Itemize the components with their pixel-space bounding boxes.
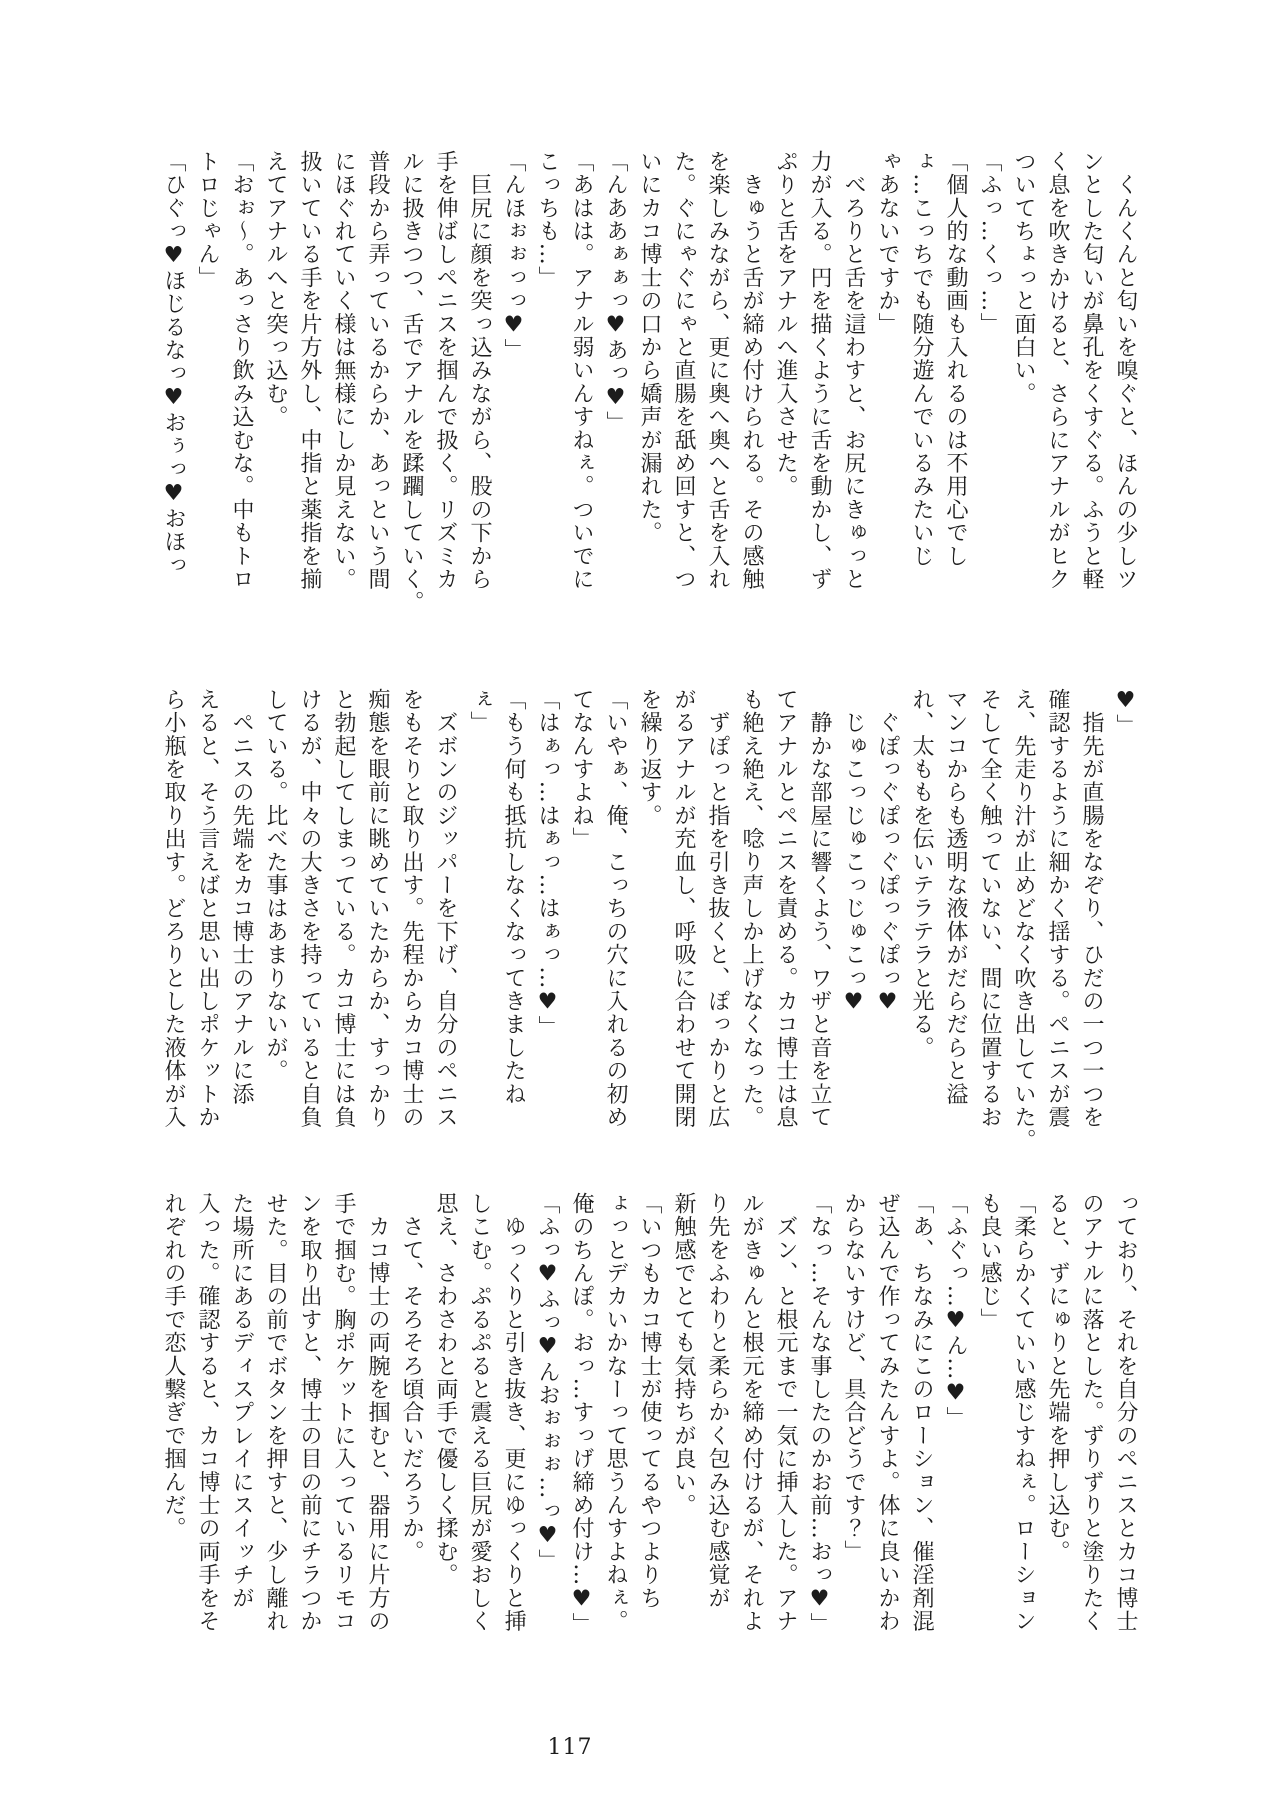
text-column: り先をふわりと柔らかく包み込む感覚が xyxy=(705,1192,730,1610)
text-column: 手で掴む。胸ポケットに入っているリモコ xyxy=(331,1192,356,1633)
text-column: 手を伸ばしペニスを掴んで扱く。リズミカ xyxy=(433,150,458,591)
text-column: 「ひぐっ♥ほじるなっ♥おぅっ♥おほっ xyxy=(161,150,186,577)
text-column: 「ふっ♥ふっ♥んおぉぉぉ…っ♥」 xyxy=(535,1192,560,1573)
text-column: さて、そろそろ頃合いだろうか。 xyxy=(399,1192,424,1564)
text-column: ズボンのジッパーを下げ、自分のペニス xyxy=(433,688,458,1129)
text-column: ると、ずにゅりと先端を押し込む。 xyxy=(1045,1192,1070,1564)
text-column: 「柔らかくていい感じすねぇ。ローション xyxy=(1011,1192,1036,1633)
text-column: けるが、中々の大きさを持っていると自負 xyxy=(297,688,322,1129)
text-column: 思え、さわさわと両手で優しく揉む。 xyxy=(433,1192,458,1587)
page-number: 117 xyxy=(547,1735,593,1760)
text-column: えてアナルへと突っ込む。 xyxy=(263,150,288,429)
text-column: をもそりと取り出す。先程からカコ博士の xyxy=(399,688,424,1129)
text-column: にほぐれていく様は無様にしか見えない。 xyxy=(331,150,356,591)
text-column: 指先が直腸をなぞり、ひだの一つ一つを xyxy=(1079,688,1104,1129)
text-column: 「おぉ〜。あっさり飲み込むな。中もトロ xyxy=(229,150,254,591)
text-column: ンを取り出すと、博士の目の前にチラつか xyxy=(297,1192,322,1633)
text-column: 確認するように細かく揺する。ペニスが震 xyxy=(1045,688,1070,1129)
text-column: 俺のちんぽ。おっ…すっげ締め付け…♥」 xyxy=(569,1192,594,1636)
text-column: こっちも…」 xyxy=(535,150,560,290)
text-column: くんくんと匂いを嗅ぐと、ほんの少しツ xyxy=(1113,150,1138,591)
text-column: せた。目の前でボタンを押すと、少し離れ xyxy=(263,1192,288,1633)
text-column: 巨尻に顔を突っ込みながら、股の下から xyxy=(467,150,492,591)
text-column: てアナルとペニスを責める。カコ博士は息 xyxy=(773,688,798,1129)
text-column: ぷりと舌をアナルへ進入させた。 xyxy=(773,150,798,498)
text-column: ぇ」 xyxy=(467,688,492,735)
text-column: がるアナルが充血し、呼吸に合わせて開閉 xyxy=(671,688,696,1129)
text-column: からないすけど、具合どうです？」 xyxy=(841,1192,866,1564)
text-column: 「んああぁぁっ♥あっ♥」 xyxy=(603,150,628,435)
text-column: ぐぽっぐぽっぐぽっぐぽっ♥ xyxy=(875,688,900,1016)
text-column: ペニスの先端をカコ博士のアナルに添 xyxy=(229,688,254,1106)
text-column: く息を吹きかけると、さらにアナルがヒク xyxy=(1045,150,1070,591)
text-column: 力が入る。円を描くように舌を動かし、ず xyxy=(807,150,832,591)
text-column: も良い感じ」 xyxy=(977,1192,1002,1332)
text-column: た場所にあるディスプレイにスイッチが xyxy=(229,1192,254,1610)
text-column: ぜ込んで作ってみたんすよ。体に良いかわ xyxy=(875,1192,900,1633)
text-column: 「あ、ちなみにこのローション、催淫剤混 xyxy=(909,1192,934,1633)
text-column: 入った。確認すると、カコ博士の両手をそ xyxy=(195,1192,220,1633)
text-column: じゅこっじゅこっじゅこっ♥ xyxy=(841,688,866,1016)
text-column: 「ふっ…くっ…」 xyxy=(977,150,1002,336)
text-column: ズン、と根元まで一気に挿入した。アナ xyxy=(773,1192,798,1633)
text-column: と勃起してしまっている。カコ博士には負 xyxy=(331,688,356,1129)
text-column: 静かな部屋に響くよう、ワザと音を立て xyxy=(807,688,832,1129)
text-column: ょっとデカいかなーって思うんすよねぇ。 xyxy=(603,1192,628,1633)
text-block-top xyxy=(156,150,1142,662)
text-column: きゅうと舌が締め付けられる。その感触 xyxy=(739,150,764,591)
text-column: 「もう何も抵抗しなくなってきましたね xyxy=(501,688,526,1106)
text-column: を繰り返す。 xyxy=(637,688,662,828)
text-column: ずぽっと指を引き抜くと、ぽっかりと広 xyxy=(705,688,730,1129)
text-column: トロじゃん」 xyxy=(195,150,220,290)
text-column: 「個人的な動画も入れるのは不用心でし xyxy=(943,150,968,568)
text-column: てなんすよね」 xyxy=(569,688,594,851)
text-column: している。比べた事はあまりないが。 xyxy=(263,688,288,1083)
text-column: 「なっ…そんな事したのかお前…おっ♥」 xyxy=(807,1192,832,1636)
text-column: ルがきゅんと根元を締め付けるが、それよ xyxy=(739,1192,764,1633)
text-column: 「あはは。アナル弱いんすねぇ。ついでに xyxy=(569,150,594,591)
text-column: しこむ。ぷるぷると震える巨尻が愛おしく xyxy=(467,1192,492,1633)
text-column: 「ふぐっ…♥ん…♥」 xyxy=(943,1192,968,1430)
text-column: え、先走り汁が止めどなく吹き出していた。 xyxy=(1011,688,1036,1152)
text-column: 「いやぁ、俺、こっちの穴に入れるの初め xyxy=(603,688,628,1129)
text-column: ょ…こっちでも随分遊んでいるみたいじ xyxy=(909,150,934,568)
text-column: マンコからも透明な液体がだらだらと溢 xyxy=(943,688,968,1106)
text-column: れぞれの手で恋人繋ぎで掴んだ。 xyxy=(161,1192,186,1540)
text-column: れ、太ももを伝いテラテラと光る。 xyxy=(909,688,934,1060)
text-column: た。ぐにゃぐにゃと直腸を舐め回すと、つ xyxy=(671,150,696,591)
text-column: カコ博士の両腕を掴むと、器用に片方の xyxy=(365,1192,390,1633)
text-column: 「んほぉぉっっ♥」 xyxy=(501,150,526,362)
text-column: ♥」 xyxy=(1113,688,1138,738)
text-column: 普段から弄っているからか、あっという間 xyxy=(365,150,390,591)
text-column: っており、それを自分のペニスとカコ博士 xyxy=(1113,1192,1138,1633)
text-column: ンとした匂いが鼻孔をくすぐる。ふうと軽 xyxy=(1079,150,1104,591)
text-block-bottom xyxy=(156,1192,1142,1704)
text-column: 痴態を眼前に眺めていたからか、すっかり xyxy=(365,688,390,1129)
text-column: ゆっくりと引き抜き、更にゆっくりと挿 xyxy=(501,1192,526,1633)
text-column: 扱いている手を片方外し、中指と薬指を揃 xyxy=(297,150,322,591)
text-column: も絶え絶え、唸り声しか上げなくなった。 xyxy=(739,688,764,1129)
text-column: 「いつもカコ博士が使ってるやつよりち xyxy=(637,1192,662,1610)
text-column: 新触感でとても気持ちが良い。 xyxy=(671,1192,696,1517)
text-column: を楽しみながら、更に奥へ奥へと舌を入れ xyxy=(705,150,730,591)
text-column: べろりと舌を這わすと、お尻にきゅっと xyxy=(841,150,866,591)
text-column: ゃあないですか」 xyxy=(875,150,900,336)
text-block-middle xyxy=(156,688,1142,1200)
text-column: 「はぁっ…はぁっ…はぁっ…♥」 xyxy=(535,688,560,1039)
text-column: えると、そう言えばと思い出しポケットか xyxy=(195,688,220,1129)
text-column: ルに扱きつつ、舌でアナルを蹂躙していく。 xyxy=(399,150,424,614)
text-column: いにカコ博士の口から嬌声が漏れた。 xyxy=(637,150,662,545)
text-column: そして全く触っていない、間に位置するお xyxy=(977,688,1002,1129)
text-column: ついてちょっと面白い。 xyxy=(1011,150,1036,406)
text-column: のアナルに落とした。ずりずりと塗りたく xyxy=(1079,1192,1104,1633)
text-column: ら小瓶を取り出す。どろりとした液体が入 xyxy=(161,688,186,1129)
